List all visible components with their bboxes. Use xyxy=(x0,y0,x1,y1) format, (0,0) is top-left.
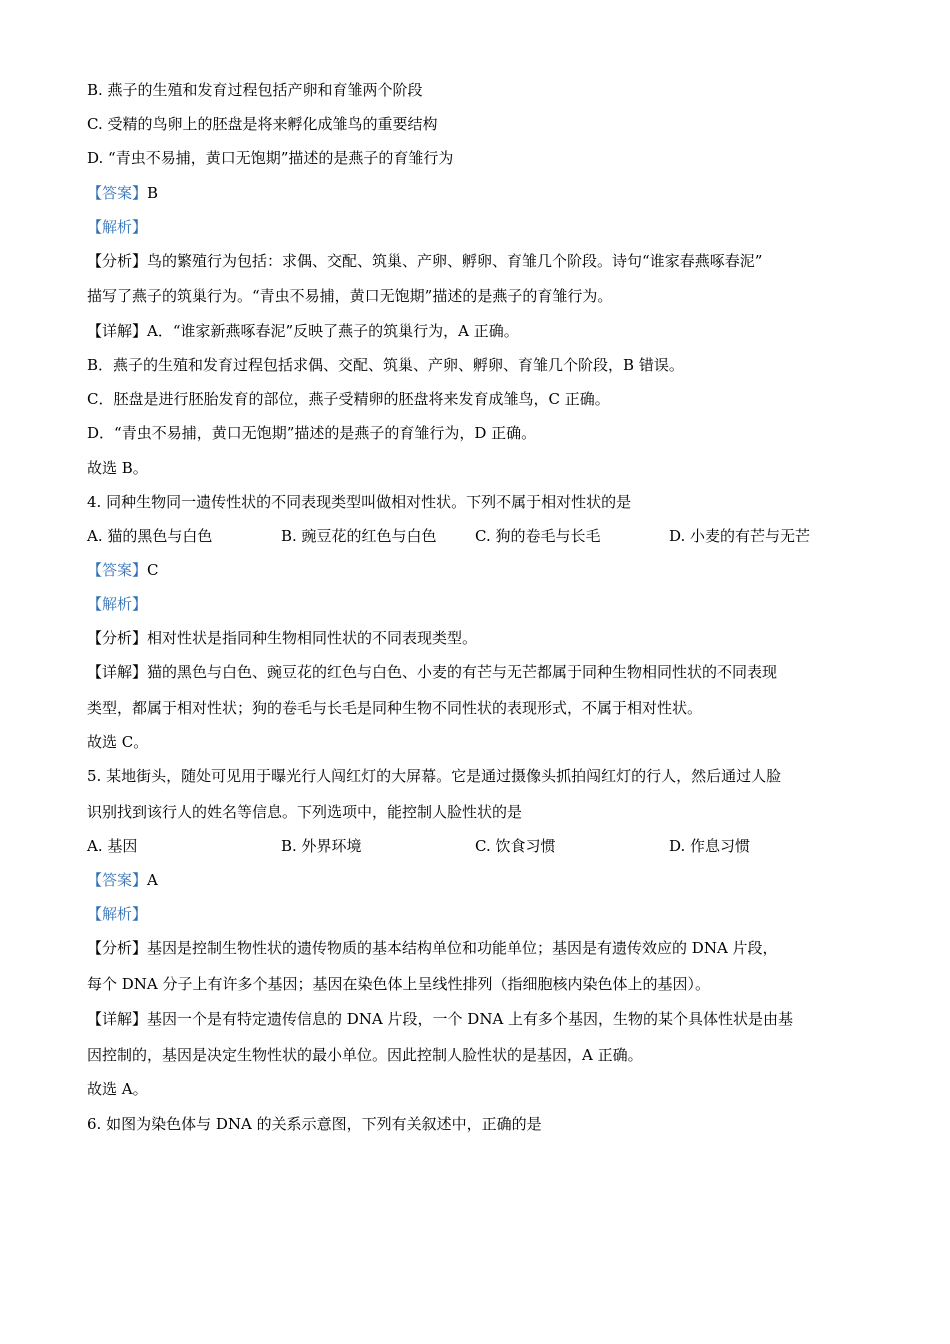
q3-detail-c: C．胚盘是进行胚胎发育的部位，燕子受精卵的胚盘将来发育成雏鸟，C 正确。 xyxy=(87,390,610,408)
analysis-tag: 【解析】 xyxy=(87,218,148,236)
q5-fenxi-line-1 xyxy=(87,938,778,958)
fenxi-tag: 【分析】 xyxy=(87,939,148,957)
q3-detail-a: A．“谁家新燕啄春泥”反映了燕子的筑巢行为，A 正确。 xyxy=(147,322,519,340)
fenxi-tag: 【分析】 xyxy=(87,252,148,270)
q5-detail-text-1: 基因一个是有特定遗传信息的 DNA 片段，一个 DNA 上有多个基因，生物的某个具体性状是由基 xyxy=(147,1010,794,1028)
q3-option-d: D. “青虫不易捕，黄口无饱期”描述的是燕子的育雏行为 xyxy=(87,149,454,167)
q3-fenxi-text-1: 鸟的繁殖行为包括：求偶、交配、筑巢、产卵、孵卵、育雏几个阶段。诗句“谁家春燕啄春泥” xyxy=(147,252,763,270)
answer-tag: 【答案】 xyxy=(87,561,148,579)
q3-fenxi-line-2: 描写了燕子的筑巢行为。“青虫不易捕，黄口无饱期”描述的是燕子的育雏行为。 xyxy=(87,287,613,305)
q3-conclusion: 故选 B。 xyxy=(87,459,148,477)
q5-fenxi-line-2: 每个 DNA 分子上有许多个基因；基因在染色体上呈线性排列（指细胞核内染色体上的基因）。 xyxy=(87,975,711,993)
q4-fenxi-line-1 xyxy=(87,628,477,648)
q5-option-a: A. 基因 xyxy=(87,837,138,855)
analysis-tag: 【解析】 xyxy=(87,905,148,923)
q4-options xyxy=(87,526,863,546)
q6-question: 6. 如图为染色体与 DNA 的关系示意图，下列有关叙述中，正确的是 xyxy=(87,1115,542,1133)
q4-option-a: A. 猫的黑色与白色 xyxy=(87,527,213,545)
q5-answer: A xyxy=(147,871,158,889)
q5-option-d: D. 作息习惯 xyxy=(669,837,751,855)
q5-conclusion: 故选 A。 xyxy=(87,1080,148,1098)
q5-option-c: C. 饮食习惯 xyxy=(475,837,556,855)
answer-tag: 【答案】 xyxy=(87,871,148,889)
q5-question-line-2: 识别找到该行人的姓名等信息。下列选项中，能控制人脸性状的是 xyxy=(87,803,523,821)
detail-tag: 【详解】 xyxy=(87,322,148,340)
q5-option-b: B. 外界环境 xyxy=(281,837,362,855)
q4-answer-line xyxy=(87,560,159,580)
q5-answer-line xyxy=(87,870,158,890)
q5-question-line-1: 5. 某地街头，随处可见用于曝光行人闯红灯的大屏幕。它是通过摄像头抓拍闯红灯的行人，然后通过人脸 xyxy=(87,767,782,785)
fenxi-tag: 【分析】 xyxy=(87,629,148,647)
detail-tag: 【详解】 xyxy=(87,663,148,681)
q3-option-b: B. 燕子的生殖和发育过程包括产卵和育雏两个阶段 xyxy=(87,81,423,99)
q4-conclusion: 故选 C。 xyxy=(87,733,149,751)
q5-fenxi-text-1: 基因是控制生物性状的遗传物质的基本结构单位和功能单位；基因是有遗传效应的 DNA 片段， xyxy=(147,939,778,957)
q3-fenxi-line-1 xyxy=(87,251,762,271)
q3-detail-line-a xyxy=(87,321,519,341)
q4-option-c: C. 狗的卷毛与长毛 xyxy=(475,527,601,545)
q4-detail-line-1 xyxy=(87,662,777,682)
q4-detail-line-2: 类型，都属于相对性状；狗的卷毛与长毛是同种生物不同性状的表现形式，不属于相对性状。 xyxy=(87,699,703,717)
q5-detail-line-2: 因控制的，基因是决定生物性状的最小单位。因此控制人脸性状的是基因，A 正确。 xyxy=(87,1046,643,1064)
q3-detail-d: D．“青虫不易捕，黄口无饱期”描述的是燕子的育雏行为，D 正确。 xyxy=(87,424,537,442)
q3-detail-b: B．燕子的生殖和发育过程包括求偶、交配、筑巢、产卵、孵卵、育雏几个阶段，B 错误。 xyxy=(87,356,684,374)
q3-answer-line xyxy=(87,183,158,203)
q4-detail-text-1: 猫的黑色与白色、豌豆花的红色与白色、小麦的有芒与无芒都属于同种生物相同性状的不同表现 xyxy=(147,663,778,681)
q4-option-d: D. 小麦的有芒与无芒 xyxy=(669,527,811,545)
q5-options xyxy=(87,836,863,856)
q5-detail-line-1 xyxy=(87,1009,793,1029)
answer-tag: 【答案】 xyxy=(87,184,148,202)
q4-fenxi-text-1: 相对性状是指同种生物相同性状的不同表现类型。 xyxy=(147,629,478,647)
q3-option-c: C. 受精的鸟卵上的胚盘是将来孵化成雏鸟的重要结构 xyxy=(87,115,438,133)
detail-tag: 【详解】 xyxy=(87,1010,148,1028)
q4-option-b: B. 豌豆花的红色与白色 xyxy=(281,527,437,545)
analysis-tag: 【解析】 xyxy=(87,595,148,613)
q4-question: 4. 同种生物同一遗传性状的不同表现类型叫做相对性状。下列不属于相对性状的是 xyxy=(87,493,632,511)
q4-answer: C xyxy=(147,561,159,579)
q3-answer: B xyxy=(147,184,159,202)
